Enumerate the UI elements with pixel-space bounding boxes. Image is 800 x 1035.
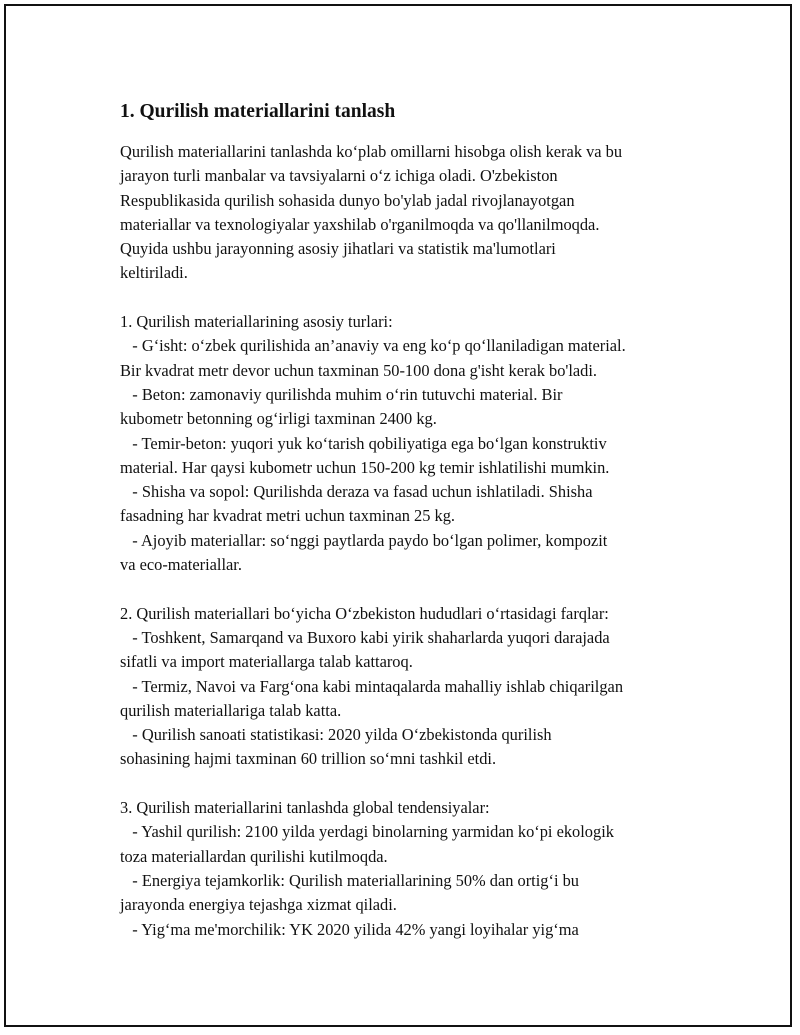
document-page	[4, 4, 792, 1027]
paragraph-gap	[120, 577, 695, 601]
paragraph-gap	[120, 286, 695, 310]
global-trends-section: 3. Qurilish materiallarini tanlashda global tendensiyalar: - Yashil qurilish: 2100 yilda yerdagi binolarning yarmidan ko‘pi ekologik toza materiallardan qurilishi kutilmoqda. - Energiya tejamkorlik: Qurilish materiallarining 50% dan ortig‘i bu jarayonda energiya tejashga xizmat qiladi. - Yig‘ma me'morchilik: YK 2020 yilida 42% yangi loyihalar yig‘ma	[120, 798, 614, 939]
paragraph-gap	[120, 772, 695, 796]
material-types-section: 1. Qurilish materiallarining asosiy turlari: - G‘isht: o‘zbek qurilishida an’anaviy va eng ko‘p qo‘llaniladigan material. Bir kvadrat metr devor uchun taxminan 50-100 dona g'isht kerak bo'ladi. - Beton: zamonaviy qurilishda muhim o‘rin tutuvchi material. Bir kubometr betonning og‘irligi taxminan 2400 kg. - Temir-beton: yuqori yuk ko‘tarish qobiliyatiga ega bo‘lgan konstruktiv material. Har qaysi kubometr uchun 150-200 kg temir ishlatilishi mumkin. - Shisha va sopol: Qurilishda deraza va fasad uchun ishlatiladi. Shisha fasadning har kvadrat metri uchun taxminan 25 kg. - Ajoyib materiallar: so‘nggi paytlarda paydo bo‘lgan polimer, kompozit va eco-materiallar.	[120, 312, 626, 575]
regional-differences-section: 2. Qurilish materiallari bo‘yicha O‘zbekiston hududlari o‘rtasidagi farqlar: - Toshkent, Samarqand va Buxoro kabi yirik shaharlarda yuqori darajada sifatli va import materiallarga talab kattaroq. - Termiz, Navoi va Farg‘ona kabi mintaqalarda mahalliy ishlab chiqarilgan qurilish materiallariga talab katta. - Qurilish sanoati statistikasi: 2020 yilda O‘zbekistonda qurilish sohasining hajmi taxminan 60 trillion so‘mni tashkil etdi.	[120, 603, 624, 769]
intro-paragraph: Qurilish materiallarini tanlashda ko‘plab omillarni hisobga olish kerak va bu jarayon turli manbalar va tavsiyalarni o‘z ichiga oladi. O'zbekiston Respublikasida qurilish sohasida dunyo bo'ylab jadal rivojlanayotgan materiallar va texnologiyalar yaxshilab o'rganilmoqda va qo'llanilmoqda. Quyida ushbu jarayonning asosiy jihatlari va statistik ma'lumotlari keltiriladi.	[120, 142, 623, 283]
document-body	[120, 98, 695, 942]
section-heading: 1. Qurilish materiallarini tanlash	[120, 101, 396, 122]
